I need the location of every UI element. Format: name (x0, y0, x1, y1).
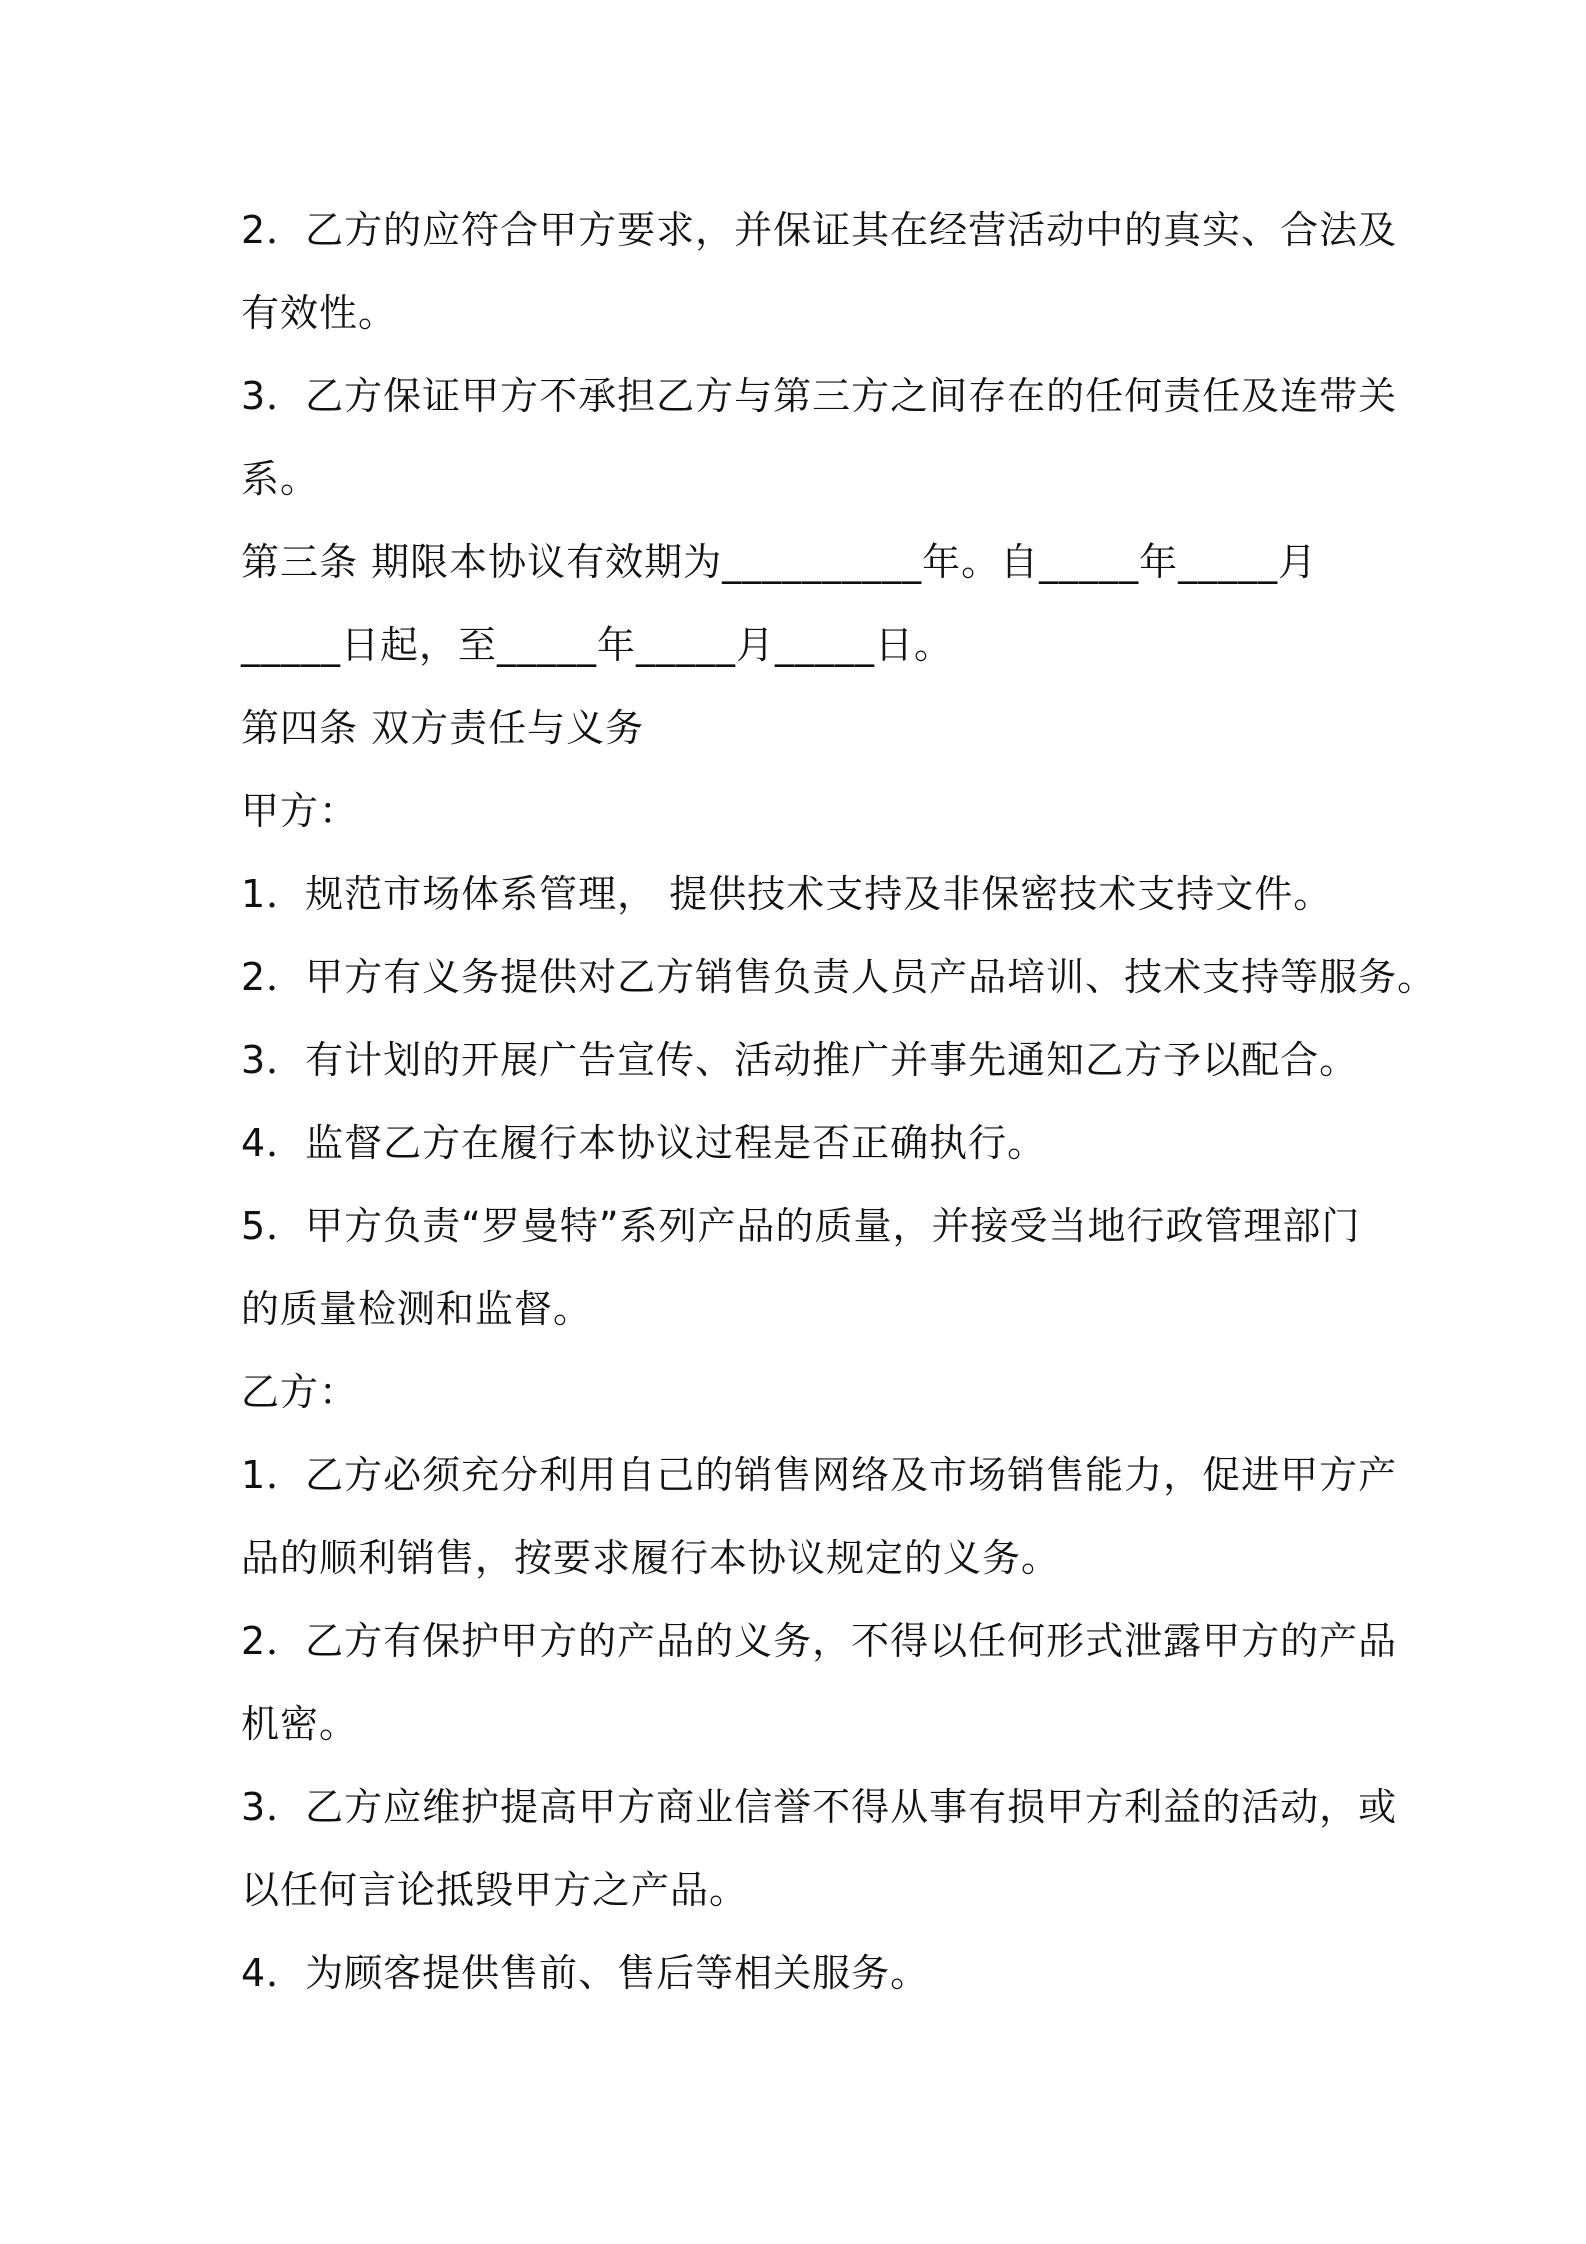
text-line: 3．乙方保证甲方不承担乙方与第三方之间存在的任何责任及连带关 (241, 374, 1398, 418)
text-line: 品的顺利销售，按要求履行本协议规定的义务。 (241, 1536, 1061, 1580)
party-b-heading: 乙方： (241, 1370, 359, 1414)
text-line: _____日起，至_____年_____月_____日。 (241, 623, 954, 667)
text-line: 3．有计划的开展广告宣传、活动推广并事先通知乙方予以配合。 (241, 1038, 1359, 1082)
text-line: 3．乙方应维护提高甲方商业信誉不得从事有损甲方利益的活动，或 (241, 1785, 1398, 1829)
text-line: 的质量检测和监督。 (241, 1287, 593, 1331)
text-line: 2．乙方有保护甲方的产品的义务，不得以任何形式泄露甲方的产品 (241, 1619, 1398, 1663)
text-line: 4．监督乙方在履行本协议过程是否正确执行。 (241, 1121, 1047, 1165)
party-a-heading: 甲方： (241, 789, 359, 833)
text-line: 2．甲方有义务提供对乙方销售负责人员产品培训、技术支持等服务。 (241, 955, 1437, 999)
text-line: 有效性。 (241, 291, 398, 335)
text-line: 4．为顾客提供售前、售后等相关服务。 (241, 1951, 930, 1995)
text-line: 系。 (241, 457, 320, 501)
text-line: 1．乙方必须充分利用自己的销售网络及市场销售能力，促进甲方产 (241, 1453, 1398, 1497)
section-heading-article-4: 第四条 双方责任与义务 (241, 706, 645, 750)
text-line: 1．规范市场体系管理， 提供技术支持及非保密技术支持文件。 (241, 872, 1333, 916)
text-line: 5．甲方负责“罗曼特”系列产品的质量，并接受当地行政管理部门 (241, 1204, 1361, 1248)
text-line: 机密。 (241, 1702, 359, 1746)
section-heading-article-3: 第三条 期限本协议有效期为__________年。自_____年_____月 (241, 540, 1318, 584)
text-line: 2．乙方的应符合甲方要求，并保证其在经营活动中的真实、合法及 (241, 208, 1398, 252)
text-line: 以任何言论抵毁甲方之产品。 (241, 1868, 749, 1912)
